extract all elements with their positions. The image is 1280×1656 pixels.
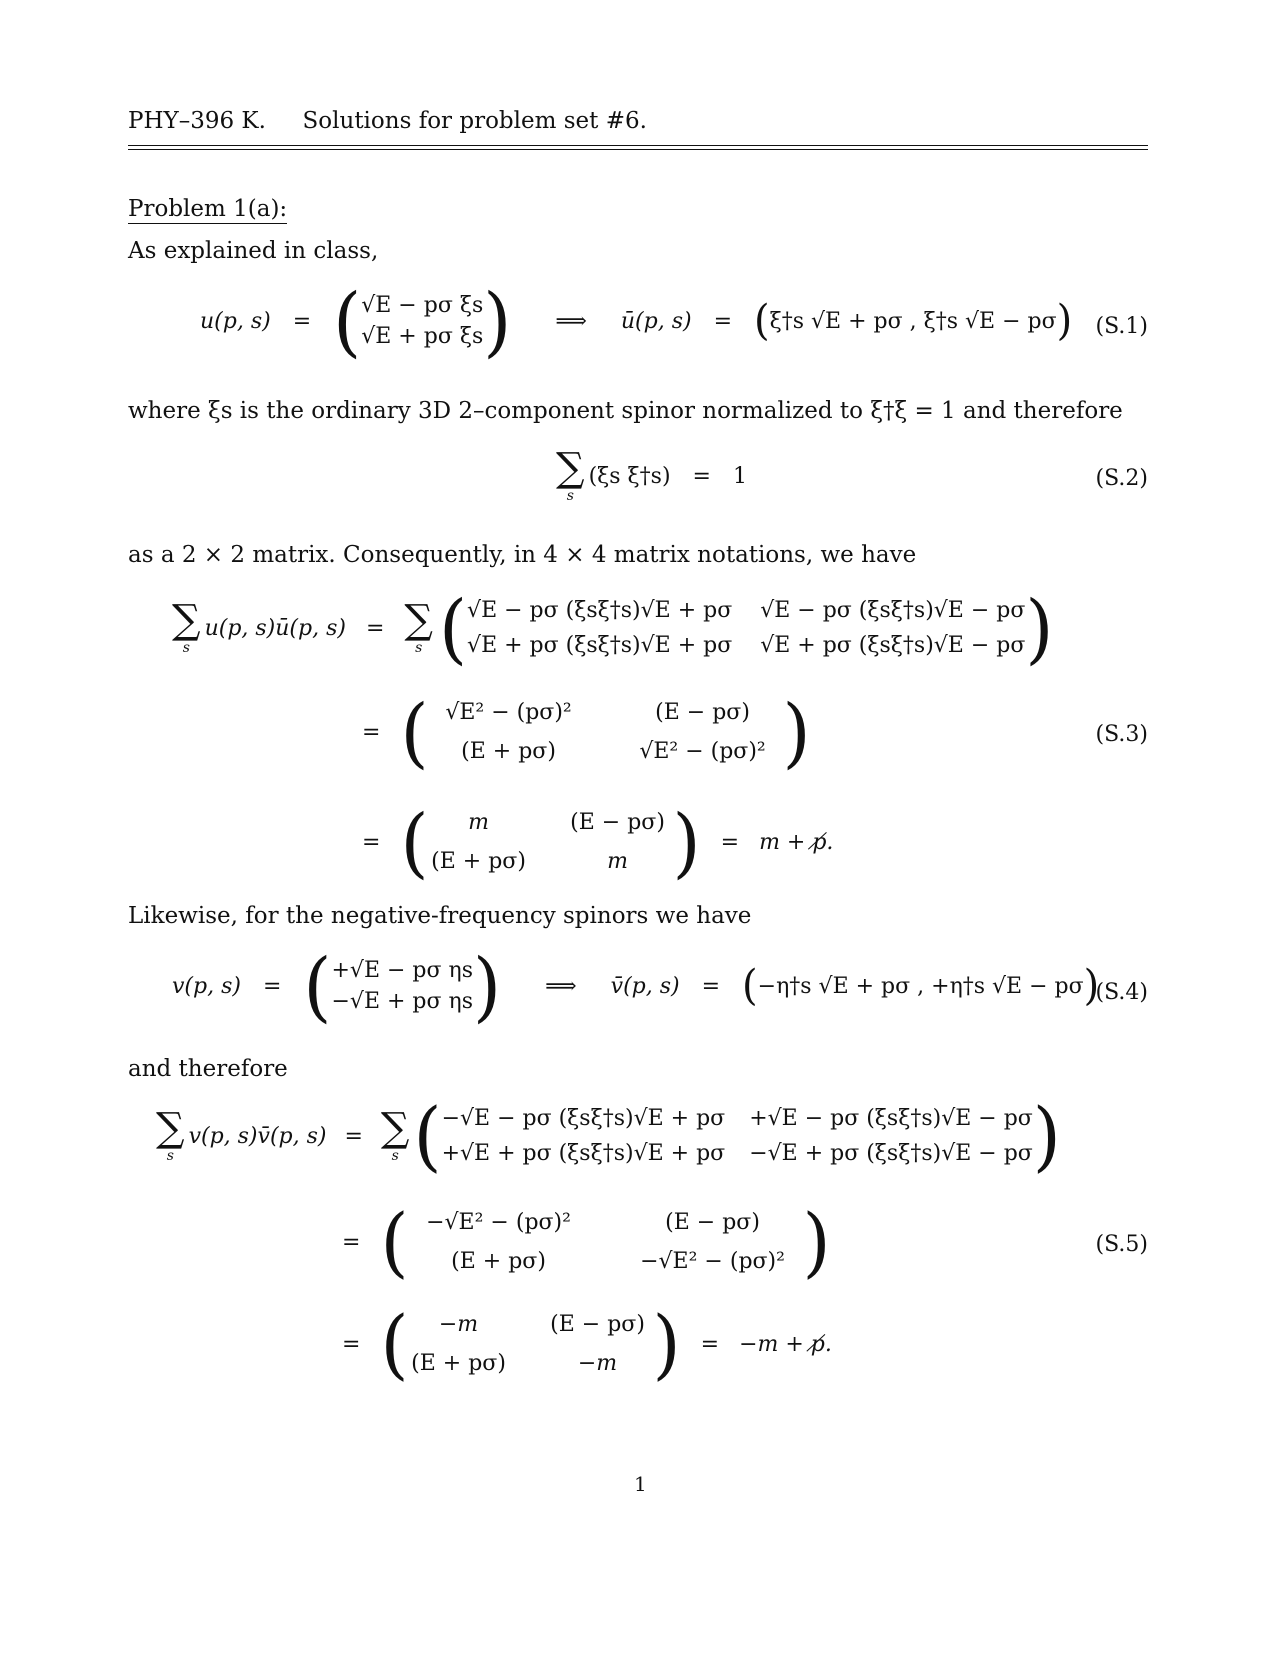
s4-bottom: −√E + pσ ηs (331, 989, 473, 1014)
s1-rhs-lhs: ū(p, s) (620, 308, 692, 334)
implies-arrow-s4: ⟹ (545, 973, 577, 999)
problem-label: Problem 1(a): (128, 196, 288, 222)
equation-s5-line3: = ( −m (E − pσ) (E + pσ) −m ) = −m + p̸. (342, 1299, 832, 1389)
s5-m12: +√E − pσ (ξsξ†s)√E − pσ (749, 1106, 1033, 1131)
s3-n22: √E² − (pσ)² (639, 739, 766, 764)
s3-k22: m (607, 849, 628, 874)
intro-text: As explained in class, (128, 238, 379, 264)
s3-n12: (E − pσ) (655, 700, 750, 725)
eq-number-s5: (S.5) (1095, 1232, 1148, 1257)
s5-k22: −m (577, 1351, 618, 1376)
s3-n11: √E² − (pσ)² (445, 700, 572, 725)
header-rule-bottom (128, 149, 1148, 150)
s3-m11: √E − pσ (ξsξ†s)√E + pσ (467, 598, 733, 623)
eq-number-s1: (S.1) (1095, 314, 1148, 339)
s4-top: +√E − pσ ηs (331, 958, 473, 983)
eq-number-s4: (S.4) (1095, 980, 1148, 1005)
implies-arrow-s1: ⟹ (555, 308, 587, 334)
s1-top: √E − pσ ξs (361, 293, 484, 318)
s2-body: (ξs ξ†s) (588, 463, 671, 489)
equation-s3-line2: = ( √E² − (pσ)² (E − pσ) (E + pσ) √E² − (pσ)² ) (362, 687, 811, 777)
eq-number-s2: (S.2) (1095, 466, 1148, 491)
s3-result: m + p̸. (759, 829, 834, 855)
sum-symbol-s2: ∑ (556, 445, 585, 491)
s3-k21: (E + pσ) (431, 849, 526, 874)
eq-number-s3: (S.3) (1095, 722, 1148, 747)
s3-n21: (E + pσ) (461, 739, 556, 764)
s5-result: −m + p̸. (739, 1331, 832, 1357)
s3-k11: m (468, 810, 489, 835)
equation-s4: v(p, s) = ( +√E − pσ ηs −√E + pσ ηs ) ⟹ v̄(p, s) = ( −η†s √E + pσ , +η†s √E − pσ ) (172, 941, 1100, 1031)
s5-lhs: v(p, s)v̄(p, s) (188, 1123, 327, 1149)
s5-m21: +√E + pσ (ξsξ†s)√E + pσ (441, 1141, 726, 1166)
s3-m22: √E + pσ (ξsξ†s)√E − pσ (760, 633, 1026, 658)
s3-k12: (E − pσ) (570, 810, 665, 835)
s4-lhs: v(p, s) (172, 973, 241, 999)
course-code: PHY–396 K. (128, 108, 266, 134)
s3-lhs: u(p, s)ū(p, s) (204, 615, 346, 641)
equation-s2: ∑ s (ξs ξ†s) = 1 (556, 445, 747, 504)
s2-rhs: 1 (732, 463, 747, 489)
header-title: Solutions for problem set #6. (302, 108, 647, 134)
s5-m22: −√E + pσ (ξsξ†s)√E − pσ (749, 1141, 1033, 1166)
s5-k11: −m (438, 1312, 479, 1337)
s5-m11: −√E − pσ (ξsξ†s)√E + pσ (441, 1106, 726, 1131)
s5-n21: (E + pσ) (451, 1249, 546, 1274)
running-header (128, 108, 647, 134)
equation-s1: u(p, s) = ( √E − pσ ξs √E + pσ ξs ) ⟹ ū(p, s) = ( ξ†s √E + pσ , ξ†s √E − pσ ) (200, 276, 1073, 366)
s3-m12: √E − pσ (ξsξ†s)√E − pσ (760, 598, 1026, 623)
s1-lhs: u(p, s) (200, 308, 271, 334)
equation-s3-line1: ∑ s u(p, s)ū(p, s) = ∑ s ( √E − pσ (ξsξ†s)√E + pσ √E − pσ (ξsξ†s)√E − pσ √E + pσ (ξsξ†s)√E + pσ √E + pσ (ξsξ†s)√E − pσ ) (172, 583, 1054, 673)
s5-k21: (E + pσ) (411, 1351, 506, 1376)
s3-m21: √E + pσ (ξsξ†s)√E + pσ (467, 633, 733, 658)
s5-n11: −√E² − (pσ)² (426, 1210, 571, 1235)
equation-s5-line1: ∑ s v(p, s)v̄(p, s) = ∑ s ( −√E − pσ (ξsξ†s)√E + pσ +√E − pσ (ξsξ†s)√E − pσ +√E + pσ (ξsξ†s)√E + pσ −√E + pσ (ξsξ†s)√E − pσ ) (156, 1091, 1061, 1181)
s4-rhs-lhs: v̄(p, s) (610, 973, 680, 999)
therefore-text: and therefore (128, 1056, 288, 1082)
page-number: 1 (634, 1472, 647, 1496)
s1-bottom: √E + pσ ξs (361, 324, 484, 349)
equation-s3-line3: = ( m (E − pσ) (E + pσ) m ) = m + p̸. (362, 797, 834, 887)
where-text: where ξs is the ordinary 3D 2–component spinor normalized to ξ†ξ = 1 and therefore (128, 398, 1123, 424)
matrix-note-text: as a 2 × 2 matrix. Consequently, in 4 × 4 matrix notations, we have (128, 542, 917, 568)
likewise-text: Likewise, for the negative-frequency spinors we have (128, 903, 752, 929)
s4-rhs: −η†s √E + pσ , +η†s √E − pσ (757, 973, 1084, 999)
equation-s5-line2: = ( −√E² − (pσ)² (E − pσ) (E + pσ) −√E² − (pσ)² ) (342, 1197, 831, 1287)
s5-n22: −√E² − (pσ)² (640, 1249, 785, 1274)
header-rule-top (128, 145, 1148, 146)
s1-rhs: ξ†s √E + pσ , ξ†s √E − pσ (769, 308, 1057, 334)
s5-k12: (E − pσ) (550, 1312, 645, 1337)
s5-n12: (E − pσ) (665, 1210, 760, 1235)
